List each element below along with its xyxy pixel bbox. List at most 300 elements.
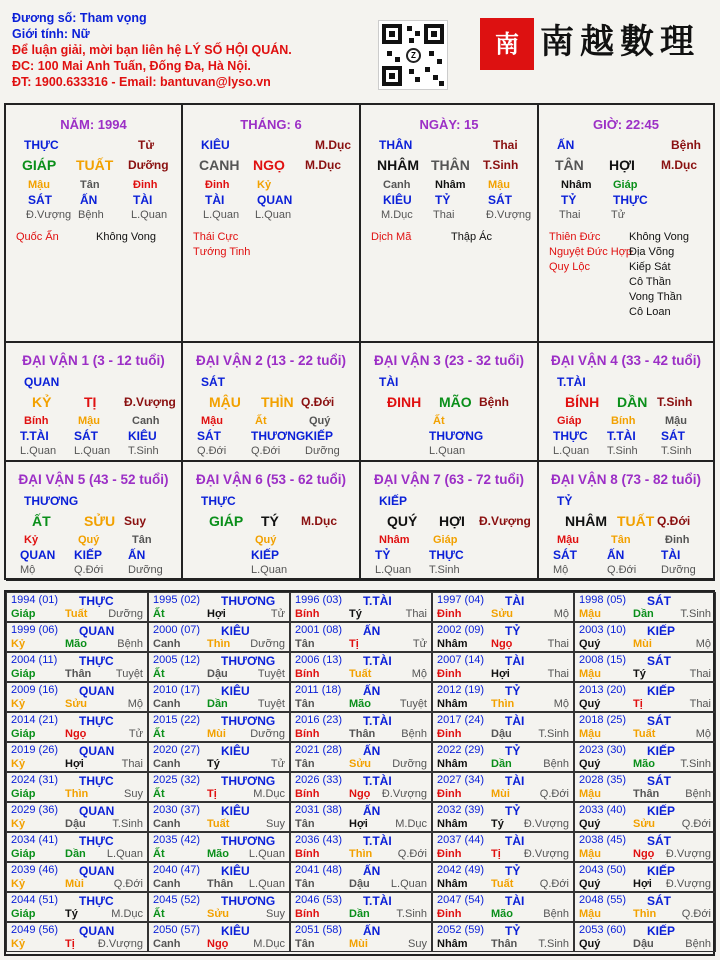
dai-van-god: T.TÀI bbox=[557, 375, 586, 389]
dai-van-stem: ĐINH bbox=[387, 394, 422, 410]
year-state: Đ.Vượng bbox=[97, 938, 143, 950]
year-cell bbox=[432, 832, 574, 862]
year-god: KIẾP bbox=[647, 924, 676, 938]
year-state: M.Dục bbox=[253, 938, 285, 950]
dai-van-state: M.Dục bbox=[301, 514, 337, 528]
dai-van-title: ĐẠI VẬN 3 (23 - 32 tuổi) bbox=[373, 353, 525, 368]
dai-van-hidden-state: Q.Đới bbox=[251, 445, 281, 457]
year-cell bbox=[432, 772, 574, 802]
year-state: Bệnh bbox=[543, 758, 569, 770]
year-cell bbox=[432, 682, 574, 712]
dai-van-branch: HỢI bbox=[439, 513, 465, 529]
year-god: THƯƠNG bbox=[221, 894, 276, 908]
year-god: SÁT bbox=[647, 834, 671, 848]
year-stem: Đinh bbox=[437, 848, 462, 860]
hidden-state: L.Quan bbox=[131, 209, 168, 221]
year-stem: Quý bbox=[579, 878, 601, 890]
year-label: 2000 (07) bbox=[153, 624, 201, 636]
year-cell bbox=[290, 892, 432, 922]
year-stem: Mậu bbox=[579, 668, 601, 680]
pillar-title: THÁNG: 6 bbox=[240, 117, 302, 132]
year-stem: Ất bbox=[153, 728, 165, 740]
hidden-god: ẤN bbox=[80, 193, 98, 207]
year-stem: Tân bbox=[295, 938, 315, 950]
year-label: 2042 (49) bbox=[437, 864, 485, 876]
year-cell bbox=[574, 712, 716, 742]
year-cell bbox=[6, 622, 148, 652]
year-state: Đ.Vượng bbox=[523, 818, 569, 830]
year-god: ẤN bbox=[363, 924, 381, 938]
year-stem: Canh bbox=[153, 818, 181, 830]
year-cell bbox=[6, 862, 148, 892]
dai-van-hidden-stem: Mậu bbox=[665, 415, 687, 427]
dai-van-hidden-state: Mộ bbox=[20, 564, 36, 576]
year-state: Tuyệt bbox=[115, 668, 143, 680]
year-branch: Mùi bbox=[207, 728, 226, 740]
year-stem: Bính bbox=[295, 788, 320, 800]
year-cell bbox=[574, 802, 716, 832]
year-label: 2033 (40) bbox=[579, 804, 627, 816]
year-branch: Thân bbox=[491, 938, 518, 950]
year-state: Mộ bbox=[411, 668, 427, 680]
year-god: KIÊU bbox=[221, 624, 250, 638]
year-branch: Dậu bbox=[207, 668, 228, 680]
year-cell bbox=[574, 652, 716, 682]
year-state: T.Sinh bbox=[538, 728, 569, 740]
dai-van-hidden-stem: Bính bbox=[611, 415, 636, 427]
dai-van-title: ĐẠI VẬN 4 (33 - 42 tuổi) bbox=[550, 353, 702, 368]
year-stem: Ất bbox=[153, 908, 165, 920]
hidden-stem: Nhâm bbox=[435, 179, 466, 191]
year-stem: Đinh bbox=[437, 728, 462, 740]
year-branch: Thìn bbox=[207, 638, 231, 650]
hidden-state: L.Quan bbox=[203, 209, 240, 221]
hidden-stem: Đinh bbox=[205, 179, 230, 191]
hidden-god: TỶ bbox=[435, 193, 451, 207]
year-state: Thai bbox=[689, 698, 711, 710]
year-stem: Giáp bbox=[11, 908, 36, 920]
dai-van-stem: MẬU bbox=[209, 394, 241, 410]
dai-van-hidden-god: THỰC bbox=[553, 429, 588, 443]
dai-van-hidden-state: T.Sinh bbox=[607, 445, 638, 457]
dai-van-hidden-god: SÁT bbox=[661, 429, 685, 443]
year-stem: Quý bbox=[579, 638, 601, 650]
year-stem: Nhâm bbox=[437, 638, 468, 650]
year-stem: Tân bbox=[295, 758, 315, 770]
year-god: TỶ bbox=[505, 804, 521, 818]
year-stem: Kỷ bbox=[11, 878, 26, 890]
year-cell bbox=[6, 892, 148, 922]
year-stem: Ất bbox=[153, 788, 165, 800]
dai-van-branch: THÌN bbox=[261, 394, 294, 410]
year-stem: Canh bbox=[153, 698, 181, 710]
year-branch: Tuất bbox=[65, 608, 88, 620]
dai-van-hidden-god: QUAN bbox=[20, 548, 56, 562]
dai-van-hidden-stem: Giáp bbox=[433, 534, 458, 546]
year-state: Q.Đới bbox=[681, 908, 711, 920]
year-state: Suy bbox=[408, 938, 427, 950]
year-stem: Tân bbox=[295, 818, 315, 830]
year-branch: Mão bbox=[207, 848, 229, 860]
address: ĐC: 100 Mai Anh Tuấn, Đống Đa, Hà Nội. bbox=[12, 59, 251, 73]
year-cell bbox=[148, 592, 290, 622]
year-branch: Thìn bbox=[633, 908, 657, 920]
year-stem: Mậu bbox=[579, 848, 601, 860]
year-label: 2035 (42) bbox=[153, 834, 201, 846]
dai-van-stem: BÍNH bbox=[565, 394, 600, 410]
year-god: THƯƠNG bbox=[221, 594, 276, 608]
year-cell bbox=[148, 742, 290, 772]
year-cell bbox=[6, 802, 148, 832]
hidden-stem: Tân bbox=[80, 179, 100, 191]
year-label: 2026 (33) bbox=[295, 774, 343, 786]
year-cell bbox=[148, 622, 290, 652]
phone-email: ĐT: 1900.633316 - Email: bantuvan@lyso.vn bbox=[12, 75, 271, 89]
dai-van-hidden-god: SÁT bbox=[74, 429, 98, 443]
dai-van-stem: NHÂM bbox=[565, 513, 607, 529]
year-god: THỰC bbox=[79, 774, 114, 788]
year-branch: Tý bbox=[633, 668, 646, 680]
year-branch: Ngọ bbox=[65, 728, 87, 740]
dai-van-8 bbox=[539, 462, 715, 581]
year-state: T.Sinh bbox=[538, 938, 569, 950]
year-label: 2049 (56) bbox=[11, 924, 59, 936]
dai-van-hidden-god: ẤN bbox=[607, 548, 625, 562]
year-branch: Thìn bbox=[491, 698, 515, 710]
year-stem: Mậu bbox=[579, 908, 601, 920]
hidden-state: Tử bbox=[611, 209, 626, 221]
year-state: T.Sinh bbox=[680, 758, 711, 770]
year-god: KIÊU bbox=[221, 744, 250, 758]
dai-van-7 bbox=[361, 462, 539, 581]
year-branch: Thân bbox=[633, 788, 660, 800]
year-label: 2002 (09) bbox=[437, 624, 485, 636]
year-label: 2016 (23) bbox=[295, 714, 343, 726]
year-label: 2021 (28) bbox=[295, 744, 343, 756]
year-state: T.Sinh bbox=[680, 608, 711, 620]
year-branch: Sửu bbox=[207, 908, 230, 920]
year-stem: Kỷ bbox=[11, 758, 26, 770]
dai-van-title: ĐẠI VẬN 6 (53 - 62 tuổi) bbox=[195, 472, 347, 487]
dai-van-hidden-god: THƯƠNG bbox=[251, 429, 306, 443]
year-state: Q.Đới bbox=[113, 878, 143, 890]
year-branch: Tị bbox=[491, 848, 501, 860]
year-branch: Tý bbox=[65, 908, 78, 920]
year-god: ẤN bbox=[363, 684, 381, 698]
year-label: 2023 (30) bbox=[579, 744, 627, 756]
year-branch: Mùi bbox=[491, 788, 510, 800]
year-branch: Dậu bbox=[65, 818, 86, 830]
year-god: THỰC bbox=[79, 834, 114, 848]
dai-van-hidden-god: TÀI bbox=[661, 548, 681, 562]
year-branch: Hợi bbox=[349, 818, 368, 830]
year-stem: Tân bbox=[295, 698, 315, 710]
year-cell bbox=[6, 682, 148, 712]
year-god: TÀI bbox=[505, 654, 525, 668]
year-branch: Dần bbox=[491, 758, 512, 770]
year-cell bbox=[432, 652, 574, 682]
dai-van-god: THỰC bbox=[201, 494, 236, 508]
pillar-top-god: KIÊU bbox=[201, 138, 230, 152]
year-cell bbox=[148, 892, 290, 922]
year-branch: Ngọ bbox=[491, 638, 513, 650]
owner-info bbox=[12, 10, 292, 90]
year-god: ẤN bbox=[363, 624, 381, 638]
dai-van-god: TÀI bbox=[379, 375, 399, 389]
year-state: L.Quan bbox=[248, 878, 285, 890]
dai-van-2 bbox=[183, 343, 361, 462]
year-god: QUAN bbox=[79, 684, 115, 698]
star-left: Tướng Tinh bbox=[193, 246, 251, 258]
dai-van-hidden-god: T.TÀI bbox=[607, 429, 636, 443]
hidden-stem: Mậu bbox=[488, 179, 510, 191]
year-label: 2007 (14) bbox=[437, 654, 485, 666]
year-cell bbox=[148, 652, 290, 682]
pillar-3 bbox=[539, 105, 715, 343]
year-state: Tuyệt bbox=[257, 668, 285, 680]
year-branch: Thìn bbox=[349, 848, 373, 860]
year-label: 1999 (06) bbox=[11, 624, 59, 636]
dai-van-hidden-stem: Bính bbox=[24, 415, 49, 427]
year-branch: Thân bbox=[349, 728, 376, 740]
year-label: 2011 (18) bbox=[295, 684, 342, 696]
year-state: Tử bbox=[270, 608, 285, 620]
year-state: Thai bbox=[405, 608, 427, 620]
year-cell bbox=[290, 682, 432, 712]
dai-van-5 bbox=[6, 462, 183, 581]
dai-van-state: Suy bbox=[124, 514, 147, 528]
dai-van-hidden-stem: Quý bbox=[255, 534, 277, 546]
year-god: THƯƠNG bbox=[221, 774, 276, 788]
year-label: 2008 (15) bbox=[579, 654, 627, 666]
branch: THÂN bbox=[431, 157, 470, 173]
year-cell bbox=[574, 772, 716, 802]
year-cell bbox=[290, 922, 432, 952]
hidden-state: M.Dục bbox=[381, 209, 413, 221]
year-god: KIẾP bbox=[647, 864, 676, 878]
year-branch: Dần bbox=[207, 698, 228, 710]
year-stem: Giáp bbox=[11, 848, 36, 860]
star-left: Quốc Ấn bbox=[16, 231, 59, 243]
year-stem: Giáp bbox=[11, 608, 36, 620]
year-stem: Kỷ bbox=[11, 818, 26, 830]
year-state: M.Dục bbox=[395, 818, 427, 830]
pillar-top-god: THÂN bbox=[379, 138, 413, 152]
year-label: 1996 (03) bbox=[295, 594, 343, 606]
year-god: THƯƠNG bbox=[221, 834, 276, 848]
year-branch: Sửu bbox=[65, 698, 88, 710]
year-label: 2030 (37) bbox=[153, 804, 201, 816]
year-state: Tuyệt bbox=[399, 698, 427, 710]
year-state: Q.Đới bbox=[539, 788, 569, 800]
pillar-top-state: Tử bbox=[138, 138, 155, 152]
dai-van-branch: TÝ bbox=[261, 513, 279, 529]
year-state: Tử bbox=[270, 758, 285, 770]
star-right: Không Vong bbox=[629, 231, 689, 243]
year-cell bbox=[574, 862, 716, 892]
year-label: 2044 (51) bbox=[11, 894, 59, 906]
year-god: SÁT bbox=[647, 774, 671, 788]
year-cell bbox=[290, 832, 432, 862]
year-stem: Tân bbox=[295, 638, 315, 650]
year-state: M.Dục bbox=[111, 908, 143, 920]
dai-van-hidden-god: THỰC bbox=[429, 548, 464, 562]
branch: TUẤT bbox=[76, 157, 114, 173]
branch: NGỌ bbox=[253, 157, 285, 173]
dai-van-6 bbox=[183, 462, 361, 581]
year-state: Tử bbox=[128, 728, 143, 740]
year-label: 1997 (04) bbox=[437, 594, 485, 606]
year-god: KIÊU bbox=[221, 804, 250, 818]
year-branch: Dần bbox=[65, 848, 86, 860]
stem: NHÂM bbox=[377, 157, 419, 173]
qr-code-icon bbox=[378, 20, 448, 90]
year-cell bbox=[290, 712, 432, 742]
hidden-god: KIÊU bbox=[383, 193, 412, 207]
year-god: QUAN bbox=[79, 864, 115, 878]
year-label: 2019 (26) bbox=[11, 744, 59, 756]
year-label: 2043 (50) bbox=[579, 864, 627, 876]
dai-van-state: T.Sinh bbox=[657, 395, 693, 409]
year-branch: Mùi bbox=[65, 878, 84, 890]
year-state: Suy bbox=[124, 788, 143, 800]
year-label: 2052 (59) bbox=[437, 924, 485, 936]
pillar-title: NGÀY: 15 bbox=[419, 117, 479, 132]
dai-van-hidden-state: T.Sinh bbox=[128, 445, 159, 457]
owner-name: Đương số: Tham vọng bbox=[12, 11, 147, 25]
year-branch: Sửu bbox=[491, 608, 514, 620]
hidden-state: Thai bbox=[433, 209, 455, 221]
stem: TÂN bbox=[555, 157, 584, 173]
year-stem: Bính bbox=[295, 668, 320, 680]
year-god: T.TÀI bbox=[363, 714, 392, 728]
dai-van-hidden-god: THƯƠNG bbox=[429, 429, 484, 443]
year-god: THƯƠNG bbox=[221, 714, 276, 728]
dai-van-hidden-stem: Quý bbox=[78, 534, 100, 546]
year-cell bbox=[432, 922, 574, 952]
year-god: QUAN bbox=[79, 924, 115, 938]
dai-van-hidden-state: Q.Đới bbox=[197, 445, 227, 457]
year-branch: Tuất bbox=[633, 728, 656, 740]
year-cell bbox=[290, 742, 432, 772]
year-stem: Bính bbox=[295, 608, 320, 620]
year-branch: Dậu bbox=[633, 938, 654, 950]
year-god: ẤN bbox=[363, 804, 381, 818]
year-label: 2050 (57) bbox=[153, 924, 201, 936]
year-stem: Ất bbox=[153, 848, 165, 860]
hidden-god: THỰC bbox=[613, 193, 648, 207]
dai-van-god: QUAN bbox=[24, 375, 60, 389]
year-branch: Thìn bbox=[65, 788, 89, 800]
hidden-state: Bệnh bbox=[78, 209, 104, 221]
year-state: Bệnh bbox=[685, 938, 711, 950]
year-god: TÀI bbox=[505, 774, 525, 788]
dai-van-hidden-state: Dưỡng bbox=[661, 564, 696, 576]
pillar-title: NĂM: 1994 bbox=[60, 117, 127, 132]
pillar-1 bbox=[183, 105, 361, 343]
year-cell bbox=[290, 802, 432, 832]
year-stem: Nhâm bbox=[437, 698, 468, 710]
year-cell bbox=[574, 622, 716, 652]
hidden-god: SÁT bbox=[28, 193, 52, 207]
year-state: Bệnh bbox=[685, 788, 711, 800]
year-branch: Ngọ bbox=[349, 788, 371, 800]
year-branch: Dậu bbox=[491, 728, 512, 740]
dai-van-hidden-stem: Ất bbox=[433, 415, 445, 427]
year-god: QUAN bbox=[79, 624, 115, 638]
year-branch: Hợi bbox=[65, 758, 84, 770]
year-branch: Tý bbox=[349, 608, 362, 620]
dai-van-hidden-state: Mộ bbox=[553, 564, 569, 576]
year-god: T.TÀI bbox=[363, 594, 392, 608]
year-stem: Quý bbox=[579, 938, 601, 950]
year-label: 2031 (38) bbox=[295, 804, 343, 816]
year-label: 2022 (29) bbox=[437, 744, 485, 756]
year-label: 2047 (54) bbox=[437, 894, 485, 906]
year-god: TÀI bbox=[505, 714, 525, 728]
star-right: Kiếp Sát bbox=[629, 261, 671, 273]
year-label: 1995 (02) bbox=[153, 594, 201, 606]
dai-van-hidden-god: KIẾP bbox=[305, 429, 334, 443]
year-branch: Tuất bbox=[207, 818, 230, 830]
year-label: 2006 (13) bbox=[295, 654, 343, 666]
year-state: Dưỡng bbox=[392, 758, 427, 770]
year-label: 2051 (58) bbox=[295, 924, 343, 936]
year-state: Đ.Vượng bbox=[665, 848, 711, 860]
year-state: Thai bbox=[547, 668, 569, 680]
year-branch: Dần bbox=[349, 908, 370, 920]
dai-van-1 bbox=[6, 343, 183, 462]
dai-van-hidden-stem: Mậu bbox=[557, 534, 579, 546]
year-cell bbox=[148, 802, 290, 832]
year-god: KIẾP bbox=[647, 804, 676, 818]
year-label: 2027 (34) bbox=[437, 774, 485, 786]
pillar-top-state: Thai bbox=[493, 138, 518, 152]
hidden-stem: Mậu bbox=[28, 179, 50, 191]
dai-van-stem: GIÁP bbox=[209, 513, 244, 529]
dai-van-hidden-god: KIÊU bbox=[128, 429, 157, 443]
year-stem: Nhâm bbox=[437, 938, 468, 950]
dai-van-state: Đ.Vượng bbox=[479, 514, 531, 528]
branch-state: T.Sinh bbox=[483, 158, 519, 172]
dai-van-hidden-state: Q.Đới bbox=[607, 564, 637, 576]
hidden-god: QUAN bbox=[257, 193, 293, 207]
branch-state: M.Dục bbox=[661, 158, 697, 172]
year-god: TỶ bbox=[505, 744, 521, 758]
year-state: Q.Đới bbox=[539, 878, 569, 890]
year-state: L.Quan bbox=[390, 878, 427, 890]
year-stem: Đinh bbox=[437, 908, 462, 920]
year-label: 2040 (47) bbox=[153, 864, 201, 876]
star-right: Không Vong bbox=[96, 231, 156, 243]
hidden-state: Thai bbox=[559, 209, 581, 221]
year-cell bbox=[574, 892, 716, 922]
hidden-stem: Kỷ bbox=[257, 179, 272, 191]
year-state: Thai bbox=[547, 638, 569, 650]
branch-state: Dưỡng bbox=[128, 158, 169, 172]
year-state: Thai bbox=[121, 758, 143, 770]
dai-van-branch: MÃO bbox=[439, 394, 472, 410]
year-label: 2036 (43) bbox=[295, 834, 343, 846]
branch: HỢI bbox=[609, 157, 635, 173]
year-god: KIÊU bbox=[221, 684, 250, 698]
year-label: 2020 (27) bbox=[153, 744, 201, 756]
year-god: QUAN bbox=[79, 744, 115, 758]
dai-van-title: ĐẠI VẬN 7 (63 - 72 tuổi) bbox=[373, 472, 525, 487]
year-cell bbox=[6, 742, 148, 772]
year-label: 2029 (36) bbox=[11, 804, 59, 816]
dai-van-hidden-state: T.Sinh bbox=[429, 564, 460, 576]
